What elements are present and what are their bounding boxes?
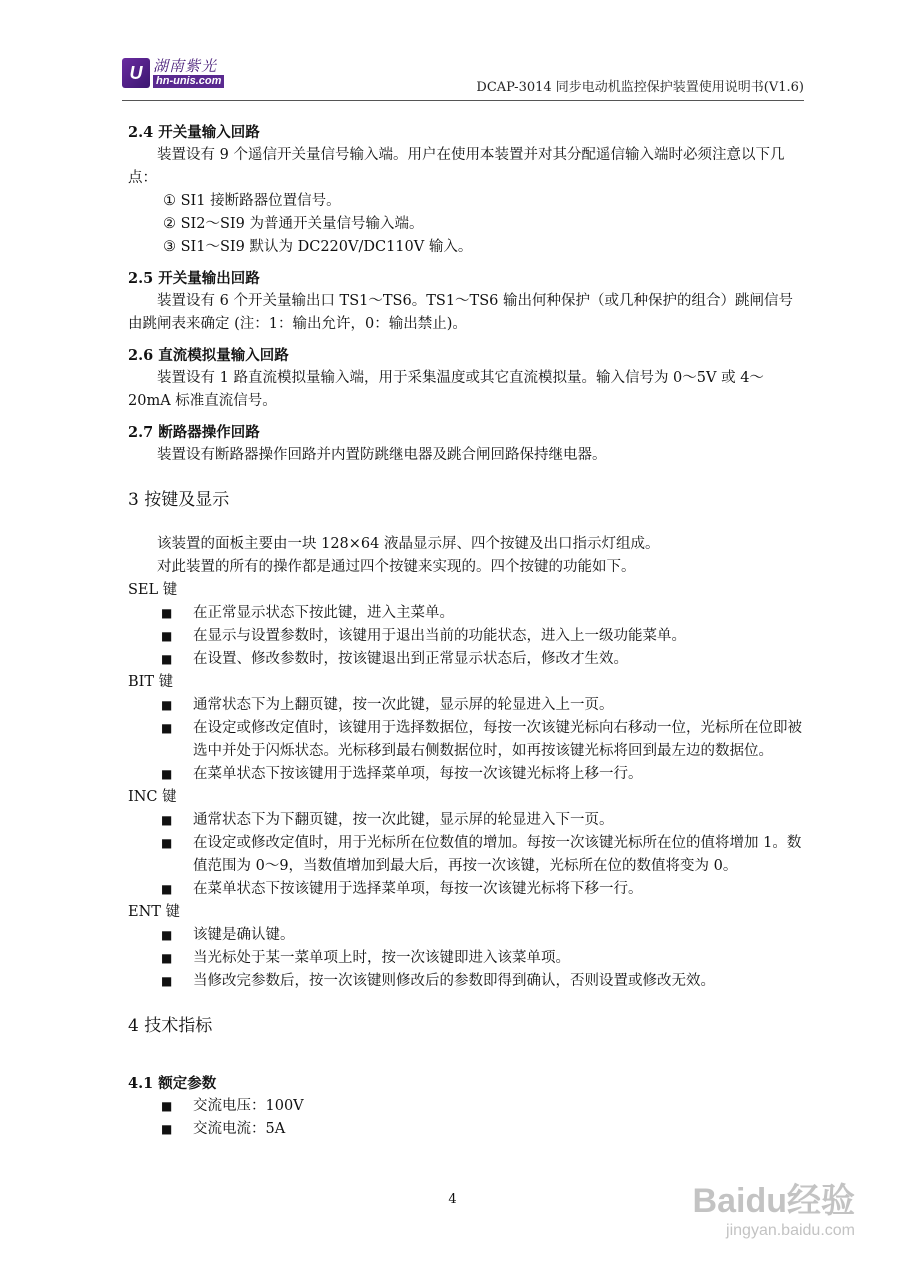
bullet-square-icon: ■ (161, 606, 173, 620)
document-body (128, 121, 804, 1141)
bullet-item (128, 625, 804, 648)
bullet-square-icon: ■ (161, 629, 173, 643)
key-label: ENT 键 (128, 904, 181, 920)
paragraph: 装置设有 1 路直流模拟量输入端，用于采集温度或其它直流模拟量。输入信号为 0～5V 或 4～20mA 标准直流信号。 (128, 370, 764, 409)
bullet-item (128, 648, 804, 671)
bullet-item (128, 924, 804, 947)
bullet-item (128, 602, 804, 625)
paragraph: 装置设有 6 个开关量输出口 TS1～TS6。TS1～TS6 输出何种保护（或几种保护的组合）跳闸信号由跳闸表来确定 (注：1：输出允许，0：输出禁止)。 (128, 293, 793, 332)
section-2-4-title: 2.4 开关量输入回路 (128, 124, 260, 141)
company-logo (122, 58, 224, 88)
bullet-square-icon: ■ (161, 652, 173, 666)
bullet-square-icon: ■ (161, 767, 173, 781)
bullet-item (128, 878, 804, 901)
bullet-text: 通常状态下为上翻页键，按一次此键，显示屏的轮显进入上一页。 (193, 697, 614, 713)
bullet-text: 在正常显示状态下按此键，进入主菜单。 (193, 605, 454, 621)
paragraph: 装置设有断路器操作回路并内置防跳继电器及跳合闸回路保持继电器。 (157, 447, 607, 463)
bullet-item (128, 970, 804, 993)
page-header (122, 58, 804, 101)
bullet-text: 在设置、修改参数时，按该键退出到正常显示状态后，修改才生效。 (193, 651, 628, 667)
logo-cn: 湖南紫光 (153, 57, 218, 75)
bullet-text: 该键是确认键。 (193, 927, 295, 943)
bullet-item (128, 717, 804, 763)
bullet-item: ■ 交流电流：5A (128, 1118, 804, 1141)
bullet-square-icon: ■ (161, 951, 173, 965)
bullet-item: ■ 交流电压：100V (128, 1095, 804, 1118)
bullet-item (128, 832, 804, 878)
bullet-text: 在设定或修改定值时，用于光标所在位数值的增加。每按一次该键光标所在位的值将增加 1。数值范围为 0～9，当数值增加到最大后，再按一次该键，光标所在位的数值将变为 0。 (193, 835, 802, 874)
bullet-square-icon: ■ (161, 1122, 173, 1136)
bullet-text: 在菜单状态下按该键用于选择菜单项，每按一次该键光标将上移一行。 (193, 766, 643, 782)
bullet-square-icon: ■ (161, 882, 173, 896)
bullet-text: 通常状态下为下翻页键，按一次此键，显示屏的轮显进入下一页。 (193, 812, 614, 828)
watermark-url: jingyan.baidu.com (726, 1222, 855, 1239)
section-4-1-title: 4.1 额定参数 (128, 1075, 217, 1092)
bullet-square-icon: ■ (161, 974, 173, 988)
bullet-item (128, 809, 804, 832)
bullet-text: 在显示与设置参数时，该键用于退出当前的功能状态，进入上一级功能菜单。 (193, 628, 686, 644)
section-2-7-title: 2.7 断路器操作回路 (128, 424, 260, 441)
key-label: INC 键 (128, 789, 177, 805)
bullet-text: 当光标处于某一菜单项上时，按一次该键即进入该菜单项。 (193, 950, 570, 966)
key-label: BIT 键 (128, 674, 174, 690)
bullet-square-icon: ■ (161, 836, 173, 850)
key-label: SEL 键 (128, 582, 178, 598)
paragraph: 对此装置的所有的操作都是通过四个按键来实现的。四个按键的功能如下。 (157, 559, 636, 575)
bullet-square-icon: ■ (161, 928, 173, 942)
bullet-square-icon: ■ (161, 1099, 173, 1113)
bullet-item (128, 694, 804, 717)
paragraph: 该装置的面板主要由一块 128×64 液晶显示屏、四个按键及出口指示灯组成。 (157, 536, 660, 552)
section-3-title: 3 按键及显示 (128, 490, 230, 510)
watermark-brand: Baidu经验 (692, 1182, 855, 1220)
bullet-text: 在菜单状态下按该键用于选择菜单项，每按一次该键光标将下移一行。 (193, 881, 643, 897)
bullet-text: 当修改完参数后，按一次该键则修改后的参数即得到确认，否则设置或修改无效。 (193, 973, 715, 989)
baidu-watermark (693, 1173, 855, 1240)
list-item: ③ SI1～SI9 默认为 DC220V/DC110V 输入。 (163, 239, 473, 255)
section-2-6-title: 2.6 直流模拟量输入回路 (128, 347, 289, 364)
bullet-item (128, 947, 804, 970)
bullet-square-icon: ■ (161, 813, 173, 827)
paragraph: 装置设有 9 个遥信开关量信号输入端。用户在使用本装置并对其分配遥信输入端时必须注意以下几点： (128, 147, 785, 186)
list-item: ① SI1 接断路器位置信号。 (163, 193, 341, 209)
logo-mark-icon: U (122, 58, 150, 88)
bullet-item (128, 763, 804, 786)
bullet-square-icon: ■ (161, 698, 173, 712)
bullet-square-icon: ■ (161, 721, 173, 735)
bullet-text: 在设定或修改定值时，该键用于选择数据位，每按一次该键光标向右移动一位，光标所在位即被选中并处于闪烁状态。光标移到最右侧数据位时，如再按该键光标将回到最左边的数据位。 (193, 720, 802, 759)
page-number: 4 (448, 1192, 457, 1207)
section-2-5-title: 2.5 开关量输出回路 (128, 270, 260, 287)
section-4-title: 4 技术指标 (128, 1016, 213, 1036)
list-item: ② SI2～SI9 为普通开关量信号输入端。 (163, 216, 424, 232)
document-title: DCAP-3014 同步电动机监控保护装置使用说明书(V1.6) (476, 80, 804, 95)
logo-url: hn-unis.com (153, 75, 224, 88)
